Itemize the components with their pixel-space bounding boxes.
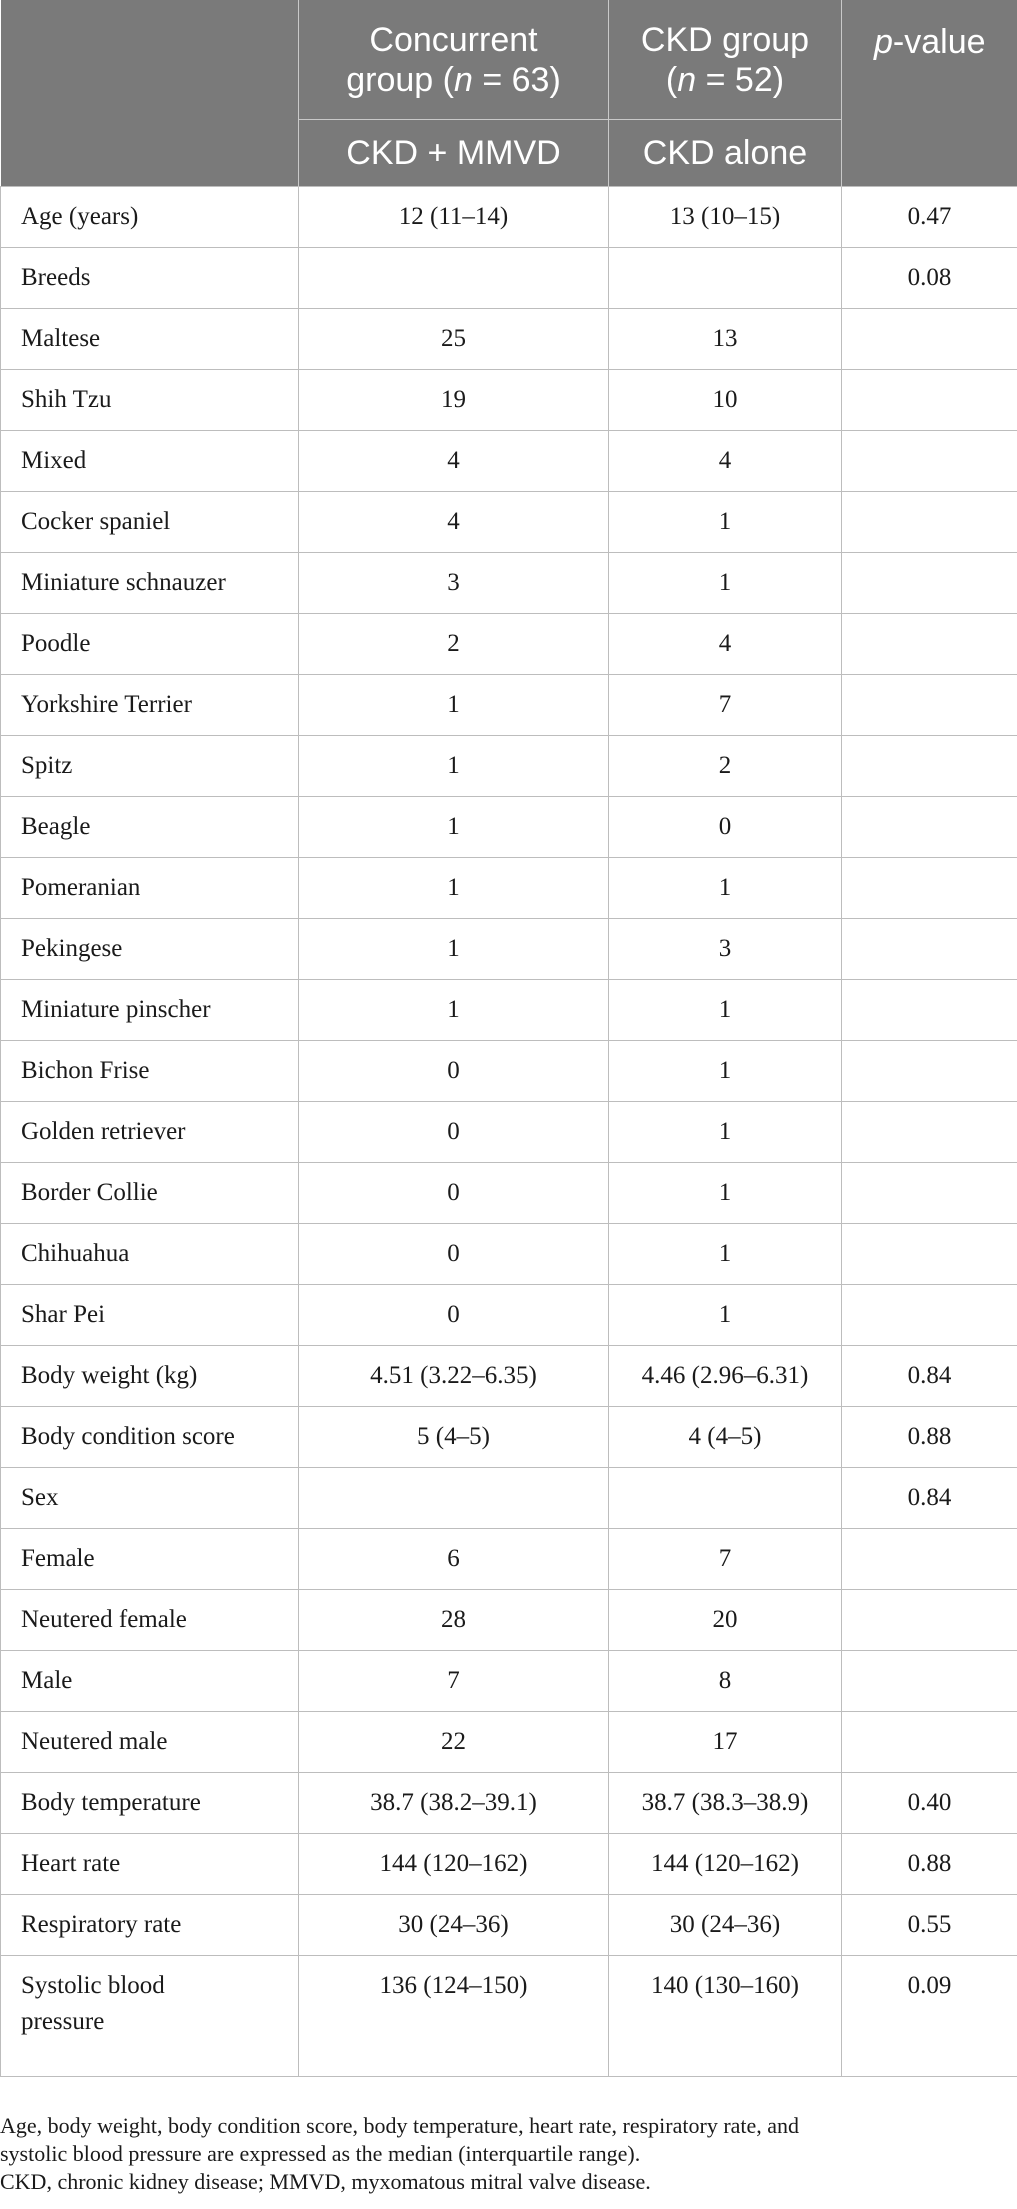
cell-concurrent: 0 bbox=[299, 1285, 609, 1346]
table-row bbox=[1, 370, 1017, 431]
row-label: Sex bbox=[1, 1468, 299, 1529]
table-row bbox=[1, 1895, 1017, 1956]
header-blank-cell bbox=[1, 0, 299, 187]
cell-p-value bbox=[842, 1224, 1017, 1285]
cell-p-value: 0.84 bbox=[842, 1346, 1017, 1407]
row-label: Cocker spaniel bbox=[1, 492, 299, 553]
cell-p-value bbox=[842, 675, 1017, 736]
header-concurrent-line2-post: = 63) bbox=[472, 60, 561, 99]
cell-concurrent bbox=[299, 1468, 609, 1529]
table-row bbox=[1, 1285, 1017, 1346]
cell-concurrent: 136 (124–150) bbox=[299, 1956, 609, 2077]
cell-concurrent: 144 (120–162) bbox=[299, 1834, 609, 1895]
row-label: Miniature pinscher bbox=[1, 980, 299, 1041]
row-label: Spitz bbox=[1, 736, 299, 797]
cell-concurrent: 1 bbox=[299, 736, 609, 797]
row-label: Neutered female bbox=[1, 1590, 299, 1651]
footnote-line: Age, body weight, body condition score, body temperature, heart rate, respiratory rate, and bbox=[0, 2113, 800, 2138]
cell-ckd: 4.46 (2.96–6.31) bbox=[609, 1346, 842, 1407]
cell-concurrent: 5 (4–5) bbox=[299, 1407, 609, 1468]
cell-concurrent: 4 bbox=[299, 492, 609, 553]
table-row bbox=[1, 1224, 1017, 1285]
cell-p-value: 0.55 bbox=[842, 1895, 1017, 1956]
table-row bbox=[1, 248, 1017, 309]
header-concurrent-group bbox=[299, 0, 609, 120]
cell-p-value bbox=[842, 1102, 1017, 1163]
cell-ckd bbox=[609, 1468, 842, 1529]
cell-ckd: 1 bbox=[609, 1041, 842, 1102]
header-p-letter: p bbox=[873, 23, 893, 61]
cell-ckd: 2 bbox=[609, 736, 842, 797]
cell-p-value bbox=[842, 309, 1017, 370]
cell-ckd: 4 bbox=[609, 431, 842, 492]
cell-ckd bbox=[609, 248, 842, 309]
table-header bbox=[1, 0, 1017, 187]
cell-ckd: 1 bbox=[609, 1102, 842, 1163]
cell-concurrent: 2 bbox=[299, 614, 609, 675]
table-row bbox=[1, 1407, 1017, 1468]
table-row bbox=[1, 1102, 1017, 1163]
row-label: Respiratory rate bbox=[1, 1895, 299, 1956]
header-ckd-subtitle: CKD alone bbox=[609, 120, 842, 187]
cell-p-value: 0.88 bbox=[842, 1834, 1017, 1895]
cell-ckd: 7 bbox=[609, 1529, 842, 1590]
table-row bbox=[1, 1590, 1017, 1651]
cell-ckd: 17 bbox=[609, 1712, 842, 1773]
row-label: Female bbox=[1, 1529, 299, 1590]
header-p-value bbox=[842, 0, 1017, 187]
table-row bbox=[1, 1651, 1017, 1712]
cell-ckd: 1 bbox=[609, 858, 842, 919]
cell-ckd: 13 (10–15) bbox=[609, 187, 842, 248]
cell-ckd: 8 bbox=[609, 1651, 842, 1712]
cell-concurrent: 4 bbox=[299, 431, 609, 492]
header-ckd-line1: CKD group bbox=[640, 20, 810, 59]
cell-ckd: 1 bbox=[609, 1285, 842, 1346]
table-row bbox=[1, 187, 1017, 248]
cell-ckd: 1 bbox=[609, 553, 842, 614]
cell-ckd: 1 bbox=[609, 1224, 842, 1285]
cell-p-value bbox=[842, 1651, 1017, 1712]
cell-p-value: 0.08 bbox=[842, 248, 1017, 309]
table-footnote bbox=[0, 2112, 1017, 2196]
cell-p-value: 0.47 bbox=[842, 187, 1017, 248]
cell-ckd: 7 bbox=[609, 675, 842, 736]
row-label: Shih Tzu bbox=[1, 370, 299, 431]
footnote-line: systolic blood pressure are expressed as the median (interquartile range). bbox=[0, 2141, 641, 2166]
table-row bbox=[1, 614, 1017, 675]
cell-p-value bbox=[842, 1041, 1017, 1102]
cell-p-value: 0.84 bbox=[842, 1468, 1017, 1529]
table-body bbox=[1, 187, 1017, 2077]
table-row bbox=[1, 1712, 1017, 1773]
table-row bbox=[1, 1773, 1017, 1834]
cell-p-value: 0.88 bbox=[842, 1407, 1017, 1468]
cell-p-value bbox=[842, 980, 1017, 1041]
cell-concurrent: 38.7 (38.2–39.1) bbox=[299, 1773, 609, 1834]
table-row bbox=[1, 492, 1017, 553]
cell-ckd: 38.7 (38.3–38.9) bbox=[609, 1773, 842, 1834]
header-ckd-n: n bbox=[677, 60, 697, 99]
cell-p-value bbox=[842, 370, 1017, 431]
cell-concurrent: 3 bbox=[299, 553, 609, 614]
header-p-rest: -value bbox=[892, 23, 986, 61]
cell-p-value bbox=[842, 797, 1017, 858]
header-row-1 bbox=[1, 0, 1017, 120]
cell-p-value bbox=[842, 736, 1017, 797]
table-row bbox=[1, 980, 1017, 1041]
cell-concurrent: 4.51 (3.22–6.35) bbox=[299, 1346, 609, 1407]
row-label: Heart rate bbox=[1, 1834, 299, 1895]
row-label: Age (years) bbox=[1, 187, 299, 248]
cell-concurrent: 1 bbox=[299, 919, 609, 980]
cell-ckd: 0 bbox=[609, 797, 842, 858]
cell-p-value: 0.40 bbox=[842, 1773, 1017, 1834]
cell-concurrent: 1 bbox=[299, 797, 609, 858]
cell-concurrent: 28 bbox=[299, 1590, 609, 1651]
header-ckd-line2-pre: ( bbox=[665, 60, 678, 99]
row-label: Yorkshire Terrier bbox=[1, 675, 299, 736]
cell-p-value bbox=[842, 553, 1017, 614]
table-row bbox=[1, 1041, 1017, 1102]
row-label: Maltese bbox=[1, 309, 299, 370]
header-concurrent-n: n bbox=[453, 60, 473, 99]
table-row bbox=[1, 675, 1017, 736]
cell-p-value bbox=[842, 431, 1017, 492]
row-label: Body condition score bbox=[1, 1407, 299, 1468]
table-row bbox=[1, 1956, 1017, 2077]
cell-ckd: 4 (4–5) bbox=[609, 1407, 842, 1468]
row-label: Poodle bbox=[1, 614, 299, 675]
cell-ckd: 3 bbox=[609, 919, 842, 980]
header-concurrent-line2-pre: group ( bbox=[346, 60, 454, 99]
cell-concurrent: 25 bbox=[299, 309, 609, 370]
cell-ckd: 4 bbox=[609, 614, 842, 675]
header-concurrent-line1: Concurrent bbox=[369, 20, 538, 59]
row-label: Male bbox=[1, 1651, 299, 1712]
cell-concurrent: 0 bbox=[299, 1102, 609, 1163]
cell-concurrent: 7 bbox=[299, 1651, 609, 1712]
row-label-line2: pressure bbox=[21, 2008, 105, 2035]
table-row bbox=[1, 736, 1017, 797]
header-concurrent-subtitle: CKD + MMVD bbox=[299, 120, 609, 187]
table-row bbox=[1, 1529, 1017, 1590]
row-label: Neutered male bbox=[1, 1712, 299, 1773]
row-label bbox=[1, 1956, 299, 2077]
table-row bbox=[1, 858, 1017, 919]
cell-p-value bbox=[842, 919, 1017, 980]
table-row bbox=[1, 1163, 1017, 1224]
cell-concurrent: 30 (24–36) bbox=[299, 1895, 609, 1956]
row-label: Body weight (kg) bbox=[1, 1346, 299, 1407]
table-row bbox=[1, 1468, 1017, 1529]
row-label: Border Collie bbox=[1, 1163, 299, 1224]
table-row bbox=[1, 553, 1017, 614]
cell-concurrent: 22 bbox=[299, 1712, 609, 1773]
cell-ckd: 20 bbox=[609, 1590, 842, 1651]
cell-concurrent: 0 bbox=[299, 1224, 609, 1285]
row-label: Body temperature bbox=[1, 1773, 299, 1834]
cell-ckd: 1 bbox=[609, 1163, 842, 1224]
cell-p-value bbox=[842, 1712, 1017, 1773]
row-label: Beagle bbox=[1, 797, 299, 858]
table-row bbox=[1, 1834, 1017, 1895]
header-ckd-line2-post: = 52) bbox=[696, 60, 785, 99]
cell-p-value bbox=[842, 1529, 1017, 1590]
table-row bbox=[1, 309, 1017, 370]
cell-concurrent: 0 bbox=[299, 1041, 609, 1102]
row-label: Miniature schnauzer bbox=[1, 553, 299, 614]
row-label: Mixed bbox=[1, 431, 299, 492]
footnote-line: CKD, chronic kidney disease; MMVD, myxomatous mitral valve disease. bbox=[0, 2169, 651, 2194]
table-row bbox=[1, 919, 1017, 980]
cell-ckd: 1 bbox=[609, 980, 842, 1041]
cell-p-value bbox=[842, 1285, 1017, 1346]
header-ckd-group bbox=[609, 0, 842, 120]
cell-concurrent: 1 bbox=[299, 980, 609, 1041]
cell-ckd: 144 (120–162) bbox=[609, 1834, 842, 1895]
cell-concurrent bbox=[299, 248, 609, 309]
cell-ckd: 140 (130–160) bbox=[609, 1956, 842, 2077]
cell-p-value bbox=[842, 858, 1017, 919]
row-label: Pomeranian bbox=[1, 858, 299, 919]
cell-ckd: 30 (24–36) bbox=[609, 1895, 842, 1956]
table-row bbox=[1, 1346, 1017, 1407]
cell-concurrent: 6 bbox=[299, 1529, 609, 1590]
cell-p-value: 0.09 bbox=[842, 1956, 1017, 2077]
cell-concurrent: 1 bbox=[299, 675, 609, 736]
cell-ckd: 10 bbox=[609, 370, 842, 431]
cell-concurrent: 0 bbox=[299, 1163, 609, 1224]
row-label: Chihuahua bbox=[1, 1224, 299, 1285]
row-label: Shar Pei bbox=[1, 1285, 299, 1346]
cell-concurrent: 12 (11–14) bbox=[299, 187, 609, 248]
cell-concurrent: 19 bbox=[299, 370, 609, 431]
row-label-line1: Systolic blood bbox=[21, 1972, 165, 1999]
cell-p-value bbox=[842, 614, 1017, 675]
cell-p-value bbox=[842, 492, 1017, 553]
table-row bbox=[1, 797, 1017, 858]
row-label: Golden retriever bbox=[1, 1102, 299, 1163]
row-label: Breeds bbox=[1, 248, 299, 309]
cell-ckd: 1 bbox=[609, 492, 842, 553]
row-label: Bichon Frise bbox=[1, 1041, 299, 1102]
cell-p-value bbox=[842, 1590, 1017, 1651]
cell-concurrent: 1 bbox=[299, 858, 609, 919]
cell-ckd: 13 bbox=[609, 309, 842, 370]
cell-p-value bbox=[842, 1163, 1017, 1224]
row-label: Pekingese bbox=[1, 919, 299, 980]
table-row bbox=[1, 431, 1017, 492]
